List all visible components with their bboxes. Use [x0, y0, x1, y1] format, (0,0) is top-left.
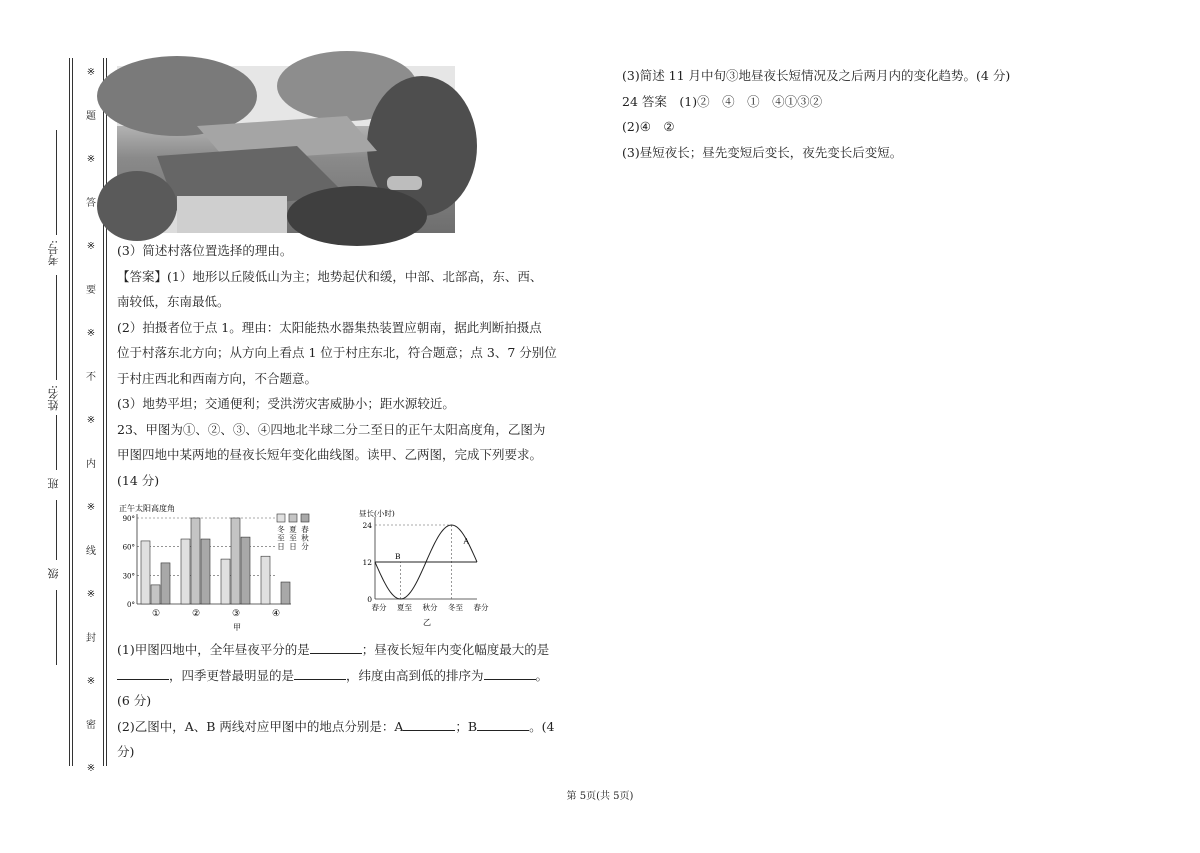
x-tick-label: 春分 [371, 603, 387, 612]
seal-char: ※ [86, 415, 96, 426]
question-23-line-2: 甲图四地中某两地的昼夜长短年变化曲线图。读甲、乙两图，完成下列要求。 [117, 447, 543, 462]
legend-label-char: 春 [301, 525, 309, 534]
margin-line [69, 58, 70, 766]
question-23-line-1: 23、甲图为①、②、③、④四地北半球二分二至日的正午太阳高度角，乙图为 [117, 421, 546, 437]
name-label: 姓名: [47, 385, 60, 411]
legend-label-char: 秋 [301, 533, 309, 543]
q2-line-1: (2)乙图中，A、B 两线对应甲图中的地点分别是：A ；B 。(4 [117, 718, 555, 734]
answer-blank[interactable] [477, 718, 529, 731]
series-a-label: A [463, 536, 469, 546]
bar [141, 541, 150, 604]
x-tick-label: ① [151, 609, 161, 619]
class-label: 班 [47, 478, 60, 489]
chart-jia [115, 500, 315, 635]
seal-char: ※ [86, 763, 96, 774]
legend-swatch [277, 514, 285, 522]
grade-line [56, 500, 57, 560]
seal-char: ※ [86, 241, 96, 252]
examno-label: 考号: [47, 240, 60, 266]
seal-char: 答 [86, 197, 96, 209]
legend-swatch [289, 514, 297, 522]
series-b-label: B [395, 552, 401, 561]
bar [151, 585, 160, 604]
x-tick-label: 夏至 [397, 603, 412, 612]
legend-label-char: 至 [289, 533, 297, 543]
seal-char: ※ [86, 676, 96, 687]
village-photo [117, 66, 455, 233]
y-tick-label: 0 [367, 595, 372, 604]
bar [191, 518, 200, 604]
q1-score: (6 分) [117, 693, 152, 708]
seal-char: ※ [86, 328, 96, 339]
legend-label-char: 日 [277, 542, 285, 551]
seal-char: 线 [86, 545, 96, 557]
legend-label-char: 至 [277, 533, 285, 543]
x-tick-label: 秋分 [422, 603, 438, 612]
y-tick-label: 90° [122, 515, 135, 523]
answer-blank[interactable] [294, 667, 346, 680]
y-tick-label: 60° [122, 543, 135, 552]
legend-swatch [301, 514, 309, 522]
question-23-parts [117, 637, 587, 765]
page-footer: 第 5页(共 5页) [566, 791, 634, 802]
seal-char: ※ [86, 154, 96, 165]
y-tick-label: 24 [362, 521, 372, 530]
chart-xlabel: 甲 [233, 623, 241, 632]
right-column [622, 63, 1122, 165]
answer-line-1: 南较低，东南最低。 [117, 294, 230, 309]
seal-char: 不 [86, 371, 96, 383]
x-tick-label: ④ [271, 609, 281, 619]
answer-line-0: 【答案】(1）地形以丘陵低山为主；地势起伏和缓，中部、北部高，东、西、 [117, 268, 543, 284]
answer-line-3: 位于村落东北方向；从方向上看点 1 位于村庄东北，符合题意；点 3、7 分别位 [117, 345, 557, 360]
q2-score: 分) [117, 744, 135, 759]
name-line [56, 275, 57, 380]
x-tick-label: ② [191, 609, 201, 619]
bar [241, 537, 250, 604]
village-photo-drawing [117, 66, 455, 233]
margin-line [106, 58, 107, 766]
margin-line [72, 58, 73, 766]
x-tick-label: 冬至 [448, 603, 463, 612]
bar [181, 539, 190, 604]
left-column [117, 238, 587, 493]
y-tick-label: 30° [122, 572, 135, 581]
right-line-2: (2)④ ② [622, 119, 675, 134]
seal-char: 封 [86, 632, 96, 644]
chart-xlabel: 乙 [423, 618, 431, 627]
margin-line [103, 58, 104, 766]
bar [231, 518, 240, 604]
chart-yi [345, 505, 489, 630]
y-tick-label: 12 [362, 558, 372, 567]
right-line-3: (3)昼短夜长；昼先变短后变长，夜先变长后变短。 [622, 144, 903, 160]
answer-line-4: 于村庄西北和西南方向，不合题意。 [117, 370, 318, 386]
bar [281, 582, 290, 604]
examno-line [56, 130, 57, 235]
bar [221, 559, 230, 604]
bar [261, 556, 270, 604]
legend-label-char: 分 [301, 542, 309, 551]
legend-label-char: 夏 [289, 525, 297, 534]
chart-ylabel: 昼长(小时) [359, 509, 395, 518]
seal-char: 密 [86, 719, 96, 731]
seal-char: ※ [86, 589, 96, 600]
seal-char: ※ [86, 502, 96, 513]
seal-char: 要 [86, 284, 96, 296]
seal-char: ※ [86, 67, 96, 78]
bar [201, 539, 210, 604]
right-line-0: (3)简述 11 月中旬③地昼夜长短情况及之后两月内的变化趋势。(4 分) [622, 68, 1011, 83]
legend-label-char: 冬 [277, 525, 285, 534]
grade-label: 级 [47, 568, 60, 579]
bar [161, 563, 170, 604]
answer-blank[interactable] [310, 641, 362, 654]
seal-char: 题 [86, 110, 96, 122]
class-line [56, 415, 57, 470]
seal-char: 内 [86, 458, 96, 470]
question-22-3: (3）简述村落位置选择的理由。 [117, 243, 293, 258]
answer-blank[interactable] [117, 667, 169, 680]
question-23-score: (14 分) [117, 472, 160, 488]
legend-label-char: 日 [289, 542, 297, 551]
x-tick-label: 春分 [473, 603, 489, 612]
answer-blank[interactable] [484, 667, 536, 680]
right-line-1: 24 答案 (1)② ④ ① ④①③② [622, 93, 823, 109]
answer-line-2: (2）拍摄者位于点 1。理由：太阳能热水器集热装置应朝南，据此判断拍摄点 [117, 319, 542, 335]
chart-title: 正午太阳高度角 [119, 504, 175, 513]
answer-blank[interactable] [403, 718, 455, 731]
x-tick-label: ③ [231, 609, 241, 619]
answer-line-5: (3）地势平坦；交通便利；受洪涝灾害威胁小；距水源较近。 [117, 396, 455, 411]
q1-line-1: (1)甲图四地中，全年昼夜平分的是 ；昼夜长短年内变化幅度最大的是 [117, 642, 550, 657]
grade-line-extra [56, 590, 57, 665]
answer-label: 【答案】 [117, 268, 168, 284]
y-tick-label: 0° [127, 601, 135, 609]
q1-line-2: ，四季更替最明显的是 ，纬度由高到低的排序为 。 [117, 663, 587, 689]
